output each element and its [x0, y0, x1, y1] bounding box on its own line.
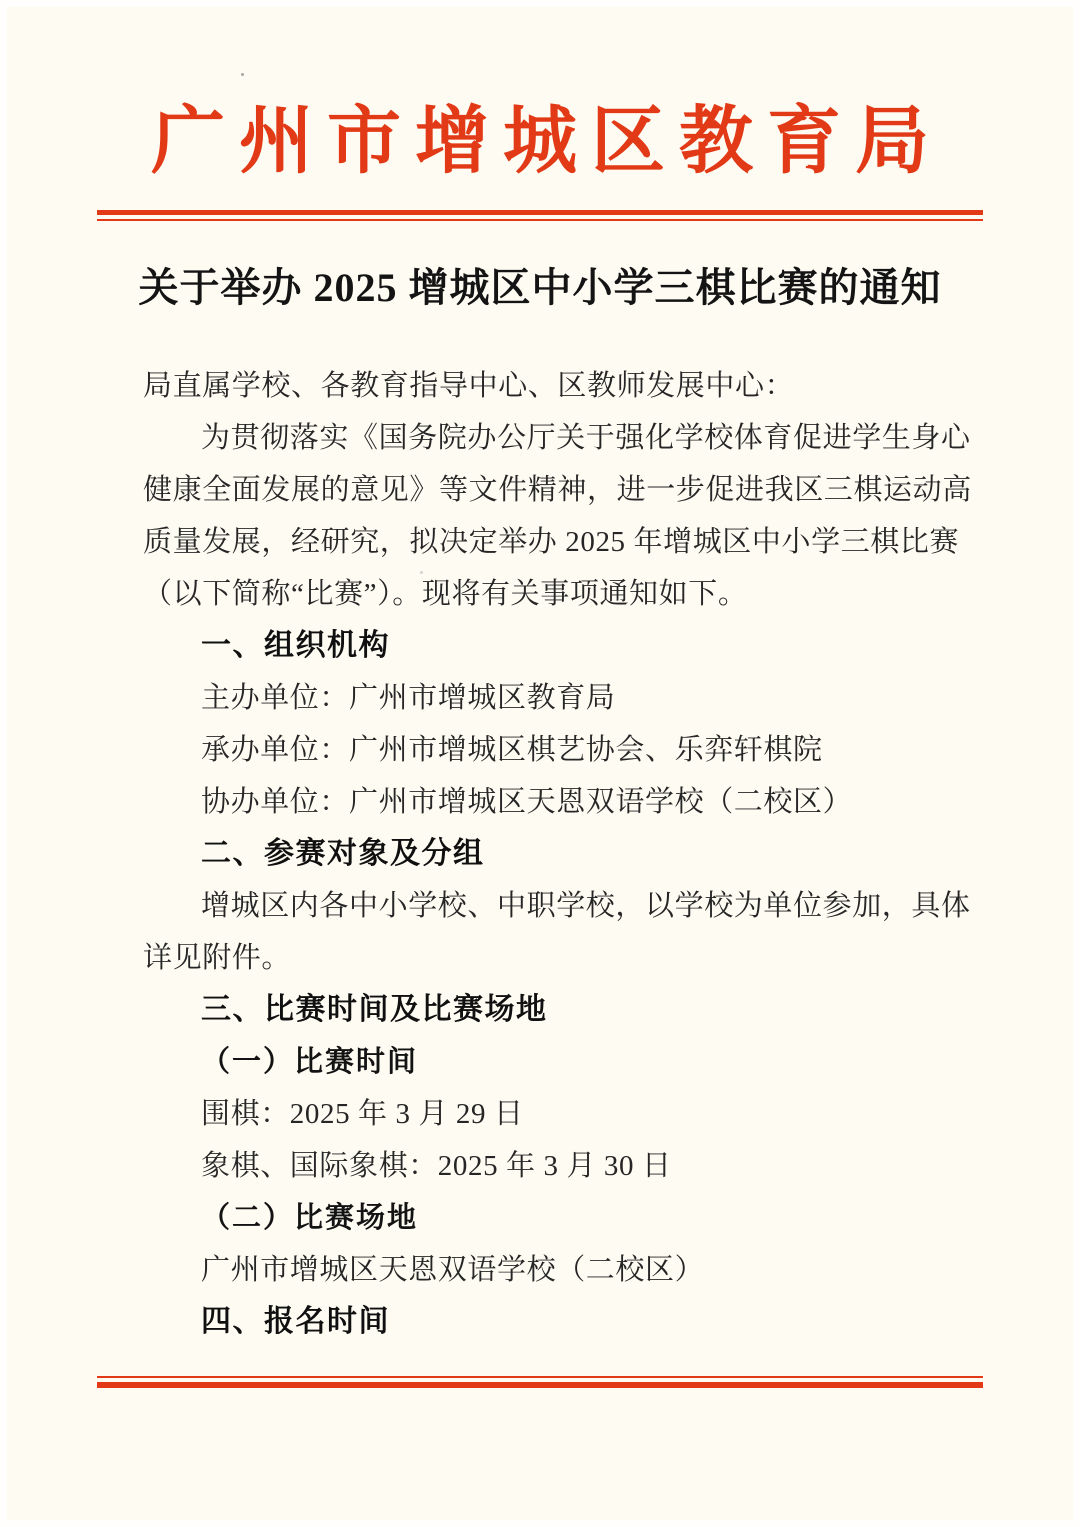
salutation-line: 局直属学校、各教育指导中心、区教师发展中心： — [143, 370, 795, 402]
weiqi-date-line: 围棋：2025 年 3 月 29 日 — [201, 1098, 524, 1130]
paragraph-line: 质量发展，经研究，拟决定举办 2025 年增城区中小学三棋比赛 — [143, 526, 960, 558]
header-divider-thick — [97, 210, 983, 215]
footer-divider-thin — [97, 1376, 983, 1378]
header-divider-thin — [97, 219, 983, 221]
section-heading-4: 四、报名时间 — [201, 1305, 390, 1338]
paragraph-line: 增城区内各中小学校、中职学校，以学校为单位参加，具体 — [201, 890, 971, 922]
section-heading-1: 一、组织机构 — [201, 629, 390, 662]
document-body — [143, 360, 972, 1348]
section-heading-3: 三、比赛时间及比赛场地 — [201, 993, 548, 1026]
xiangqi-date-line: 象棋、国际象棋：2025 年 3 月 30 日 — [201, 1150, 672, 1182]
section-heading-2: 二、参赛对象及分组 — [201, 837, 485, 870]
paragraph-line: 详见附件。 — [143, 942, 292, 974]
organizer-line: 主办单位：广州市增城区教育局 — [201, 682, 616, 714]
paragraph-line: 为贯彻落实《国务院办公厅关于强化学校体育促进学生身心 — [201, 422, 971, 454]
undertaker-line: 承办单位：广州市增城区棋艺协会、乐弈轩棋院 — [201, 734, 823, 766]
footer-divider-thick — [97, 1382, 983, 1388]
sub-heading-time: （一）比赛时间 — [201, 1046, 419, 1078]
paragraph-line: （以下简称“比赛”）。现将有关事项通知如下。 — [143, 578, 748, 610]
venue-line: 广州市增城区天恩双语学校（二校区） — [201, 1254, 705, 1286]
agency-header: 广州市增城区教育局 — [151, 101, 943, 183]
co-organizer-line: 协办单位：广州市增城区天恩双语学校（二校区） — [201, 786, 853, 818]
paragraph-line: 健康全面发展的意见》等文件精神，进一步促进我区三棋运动高 — [143, 474, 972, 506]
document-title: 关于举办 2025 增城区中小学三棋比赛的通知 — [138, 265, 942, 310]
sub-heading-venue: （二）比赛场地 — [201, 1202, 419, 1234]
scan-speck — [241, 73, 244, 76]
